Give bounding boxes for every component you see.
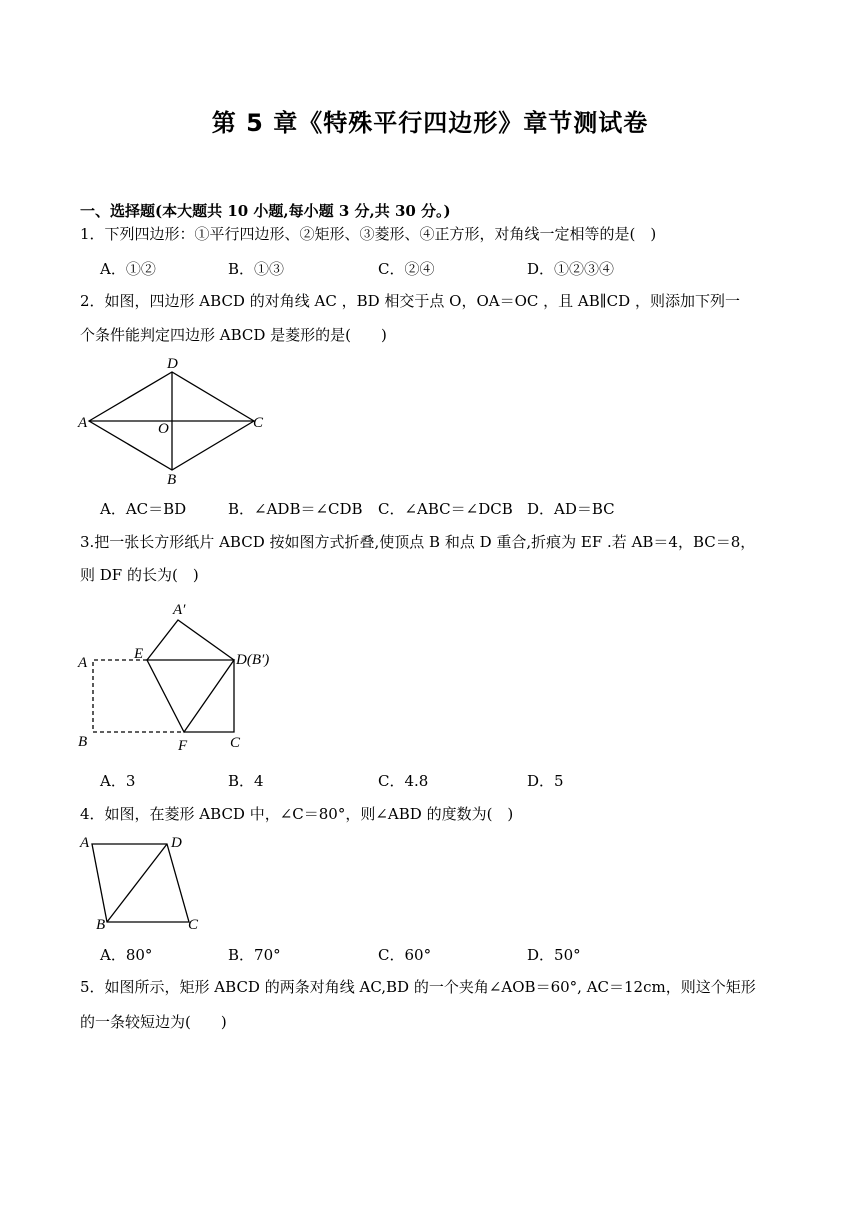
q4-rhombus-outline <box>92 844 189 922</box>
q4-rhombus-figure <box>70 830 210 934</box>
q2-label-d: D <box>167 356 178 372</box>
q4-option-a: A．80° <box>100 946 153 964</box>
q1-option-b: B．①③ <box>228 260 285 278</box>
q3-label-a: A <box>78 655 88 671</box>
q2-option-a: A．AC＝BD <box>100 500 187 518</box>
q2-option-c: C．∠ABC＝∠DCB <box>378 500 513 518</box>
q2-rhombus-figure <box>70 352 270 486</box>
q2-option-b: B．∠ADB＝∠CDB <box>228 500 363 518</box>
q1-option-a: A．①② <box>100 260 156 278</box>
q4-label-c: C <box>188 917 199 933</box>
q3-label-a-prime: A′ <box>173 602 186 618</box>
question-4-stem: 4．如图，在菱形 ABCD 中，∠C＝80°，则∠ABD 的度数为( ) <box>80 805 514 823</box>
q3-option-a: A．3 <box>100 772 136 790</box>
q3-option-b: B．4 <box>228 772 264 790</box>
q3-label-d-bprime: D(B′) <box>236 652 270 668</box>
q4-label-a: A <box>80 835 90 851</box>
q3-dashed-original-edges <box>93 660 184 732</box>
q3-triangle-edf <box>147 660 234 732</box>
q3-flap-ea-d <box>147 620 234 660</box>
q3-label-c: C <box>230 735 241 751</box>
q1-option-d: D．①②③④ <box>527 260 615 278</box>
q4-option-c: C．60° <box>378 946 432 964</box>
q2-option-d: D．AD＝BC <box>527 500 615 518</box>
question-3-stem-line2: 则 DF 的长为( ) <box>80 566 199 584</box>
q2-label-o: O <box>158 421 169 437</box>
question-5-stem-line2: 的一条较短边为( ) <box>80 1013 227 1031</box>
question-5-stem-line1: 5．如图所示，矩形 ABCD 的两条对角线 AC,BD 的一个夹角∠AOB＝60°, AC＝12cm，则这个矩形 <box>80 978 756 996</box>
q3-label-b: B <box>78 734 88 750</box>
q3-label-e: E <box>134 646 144 662</box>
section-heading: 一、选择题(本大题共 10 小题,每小题 3 分,共 30 分。) <box>80 202 451 220</box>
question-3-stem-line1: 3.把一张长方形纸片 ABCD 按如图方式折叠,使顶点 B 和点 D 重合,折痕为 EF .若 AB＝4，BC＝8， <box>80 533 756 551</box>
q3-folded-rectangle-figure <box>70 598 300 754</box>
q3-option-c: C．4.8 <box>378 772 429 790</box>
question-2-stem-line1: 2．如图，四边形 ABCD 的对角线 AC ，BD 相交于点 O，OA＝OC ，且 AB∥CD ，则添加下列一 <box>80 292 740 310</box>
q4-label-b: B <box>96 917 106 933</box>
q3-label-f: F <box>178 738 188 754</box>
q4-diagonal-bd <box>107 844 167 922</box>
q2-label-b: B <box>167 472 177 486</box>
q2-label-a: A <box>78 415 88 431</box>
q4-option-d: D．50° <box>527 946 581 964</box>
question-1-stem: 1．下列四边形：①平行四边形、②矩形、③菱形、④正方形，对角线一定相等的是( ) <box>80 225 657 243</box>
q3-option-d: D．5 <box>527 772 564 790</box>
q4-label-d: D <box>171 835 182 851</box>
question-2-stem-line2: 个条件能判定四边形 ABCD 是菱形的是( ) <box>80 326 387 344</box>
page-title: 第 5 章《特殊平行四边形》章节测试卷 <box>211 109 649 137</box>
q4-option-b: B．70° <box>228 946 281 964</box>
q2-label-c: C <box>253 415 264 431</box>
q1-option-c: C．②④ <box>378 260 435 278</box>
